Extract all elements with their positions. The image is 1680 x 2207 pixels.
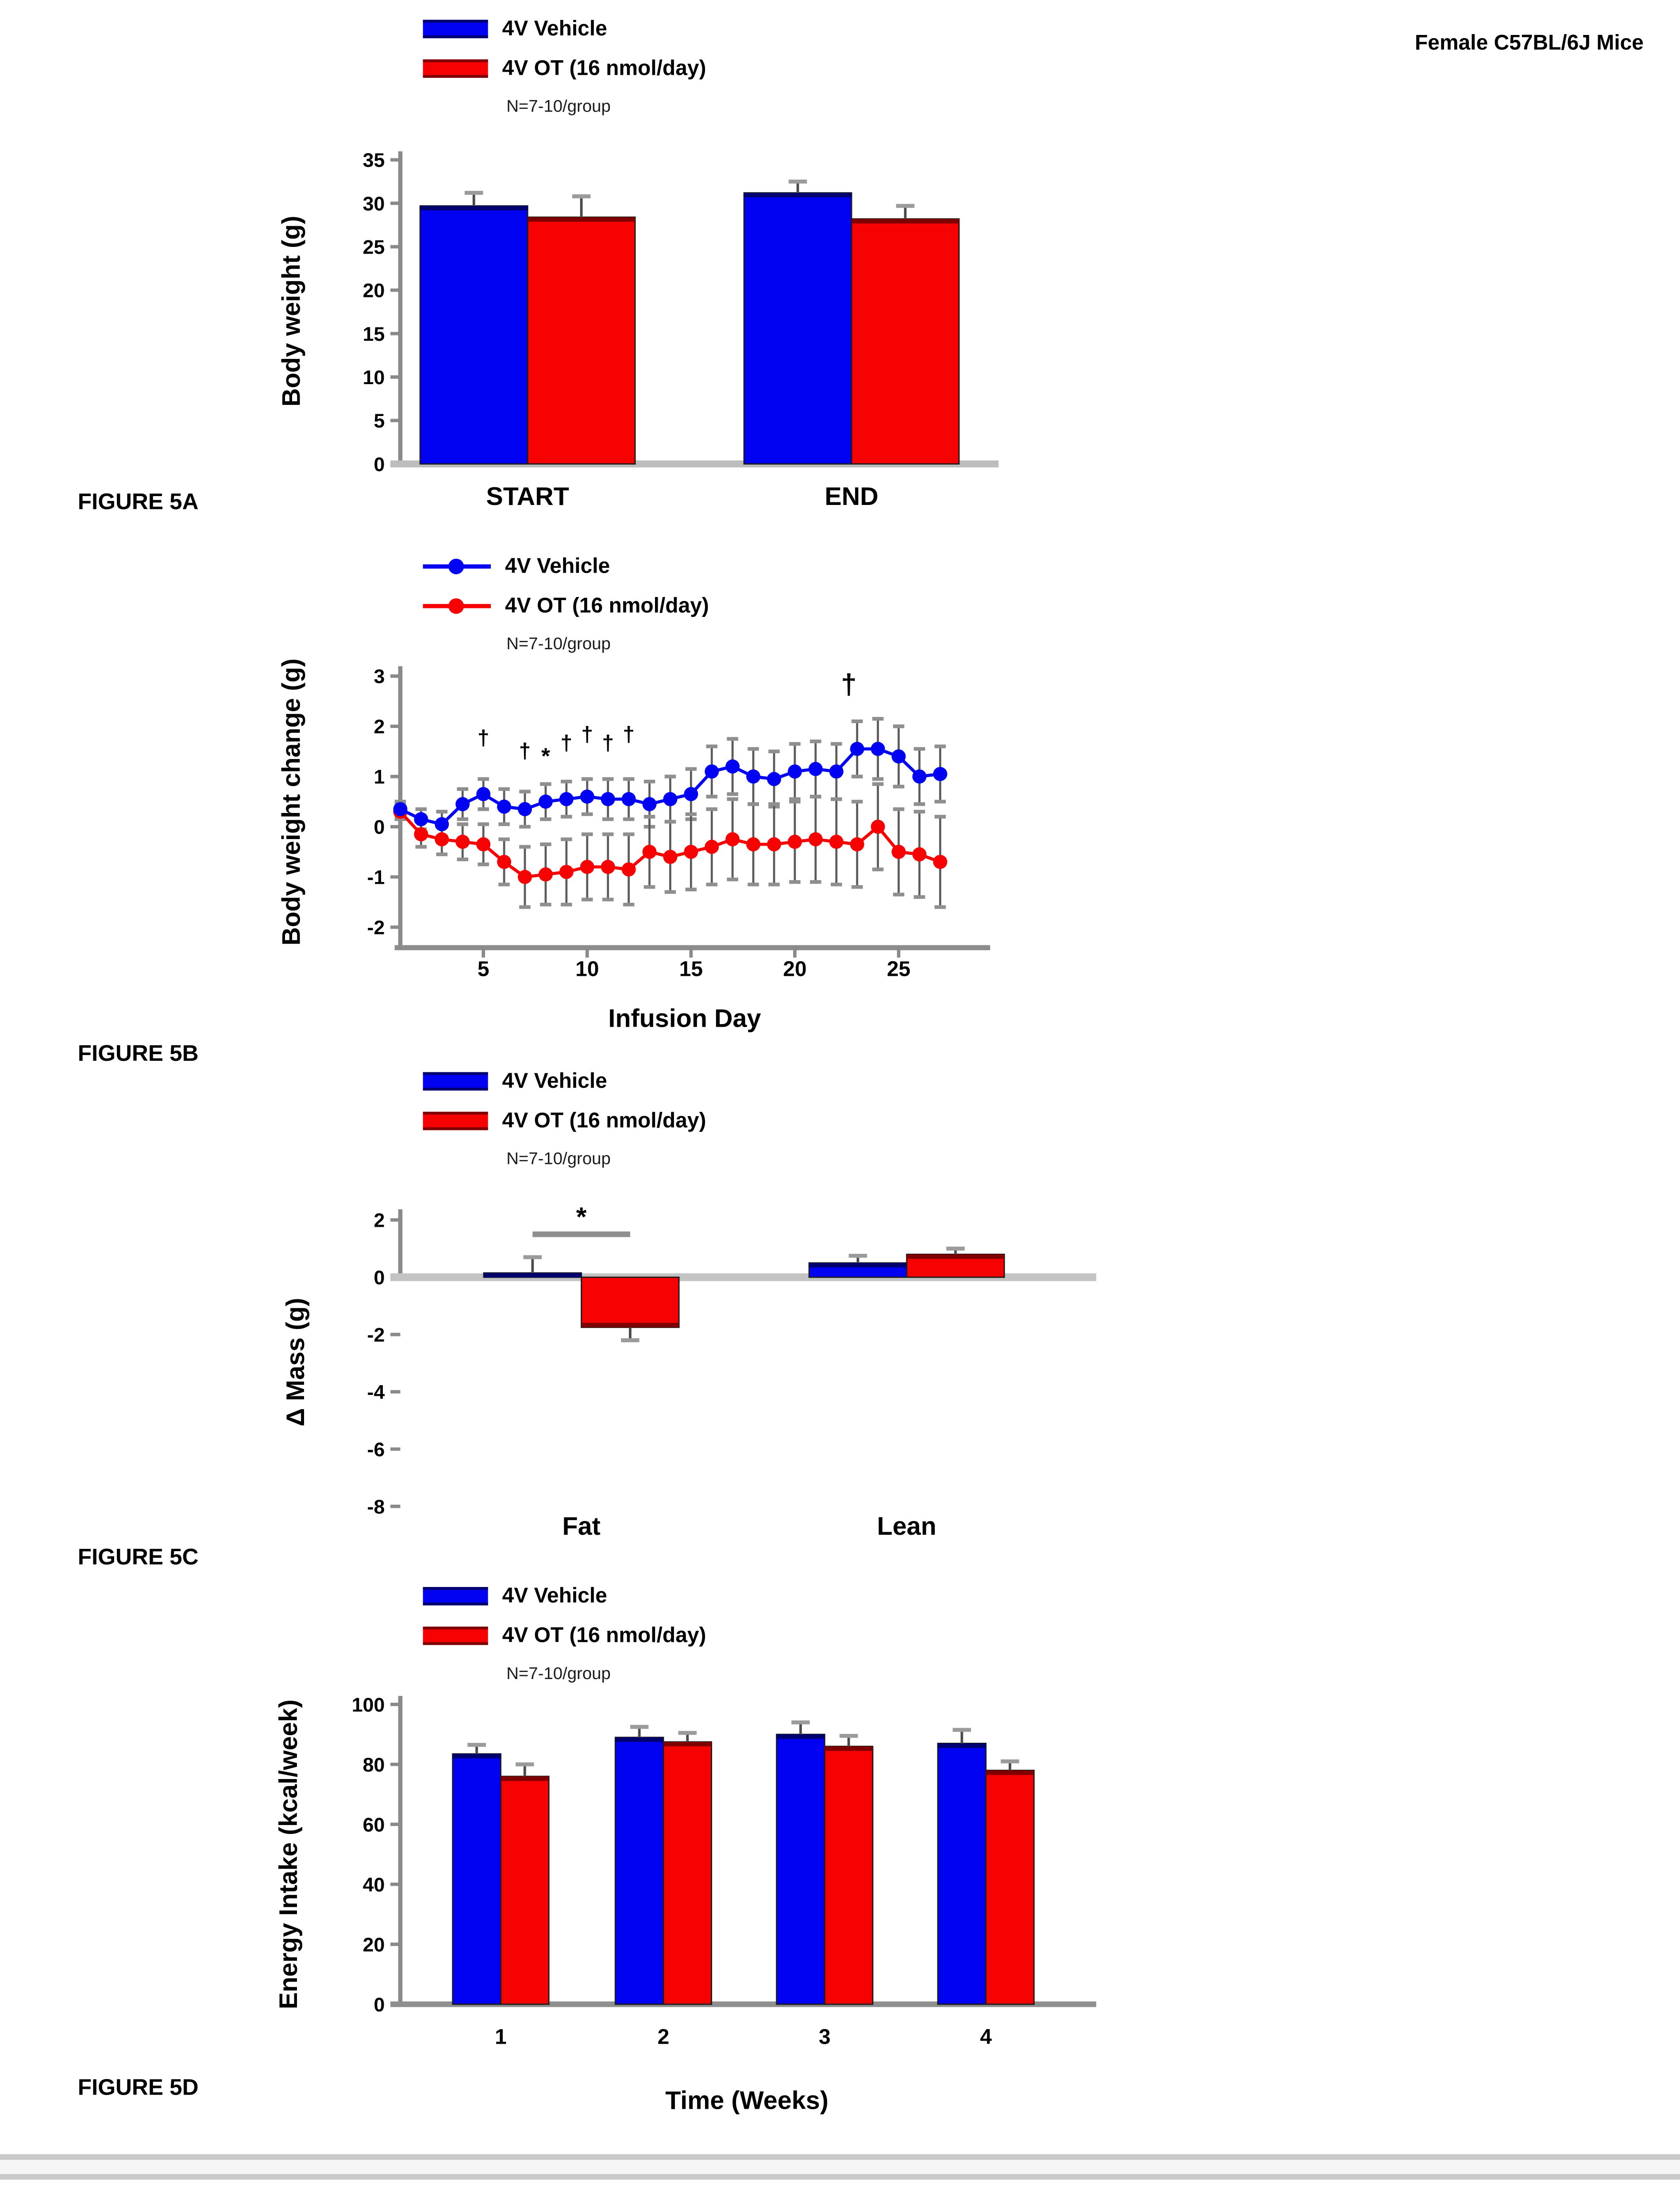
bar-edge-band — [938, 1743, 986, 1748]
y-tick-label: 15 — [362, 323, 385, 345]
data-point-marker — [601, 792, 615, 806]
y-tick-label: -4 — [367, 1381, 385, 1403]
bar-edge-band — [777, 1734, 825, 1739]
x-category-label: Fat — [562, 1512, 601, 1541]
legend-swatch-icon — [423, 19, 488, 38]
y-tick-label: -2 — [367, 917, 385, 939]
data-point-marker — [663, 792, 677, 806]
bar-edge-band — [825, 1746, 873, 1751]
y-tick-label: 35 — [362, 149, 385, 172]
data-point-marker — [933, 767, 947, 781]
data-point-marker — [435, 817, 449, 831]
data-point-marker — [809, 762, 823, 776]
legend-label: 4V Vehicle — [502, 1068, 607, 1093]
y-tick-label: 10 — [362, 366, 385, 389]
data-point-marker — [518, 870, 532, 884]
figure-5d-label: FIGURE 5D — [77, 2076, 199, 2101]
data-point-marker — [725, 832, 740, 847]
bar-5A-END-vehicle — [744, 193, 852, 464]
data-point-marker — [809, 832, 823, 847]
bar-5D-4-vehicle — [938, 1743, 986, 2004]
footer-rule-top — [0, 2154, 1680, 2160]
figure-5b-label: FIGURE 5B — [77, 1042, 199, 1067]
legend-n-note: N=7-10/group — [506, 96, 611, 116]
data-point-marker — [663, 850, 677, 864]
data-point-marker — [580, 790, 594, 804]
significance-annotation: † — [841, 668, 857, 700]
legend-label: 4V OT (16 nmol/day) — [502, 1108, 706, 1132]
data-point-marker — [892, 749, 906, 763]
y-tick-label: 80 — [362, 1753, 385, 1776]
y-axis-title: Δ Mass (g) — [281, 1298, 310, 1427]
data-point-marker — [393, 802, 408, 816]
legend-row-vehicle — [423, 1584, 706, 1607]
legend-line-marker-icon — [423, 594, 491, 616]
bar-5D-4-ot — [986, 1770, 1034, 2004]
y-tick-label: 100 — [351, 1694, 385, 1716]
y-axis-title: Body weight change (g) — [277, 658, 306, 946]
y-tick-label: 0 — [374, 453, 385, 476]
data-point-marker — [871, 820, 885, 834]
y-tick-label: 2 — [374, 716, 385, 738]
bar-edge-band — [501, 1776, 549, 1781]
body-weight-bar-chart — [0, 135, 1680, 559]
significance-annotation: * — [541, 743, 550, 769]
y-tick-label: 5 — [374, 410, 385, 432]
y-tick-label: -1 — [367, 866, 385, 889]
x-axis-title: Infusion Day — [608, 1004, 761, 1033]
y-tick-label: 30 — [362, 193, 385, 215]
legend-label: 4V OT (16 nmol/day) — [502, 56, 706, 80]
bar-edge-band — [453, 1754, 501, 1758]
y-tick-label: 20 — [362, 1934, 385, 1956]
energy-intake-bar-chart — [0, 1690, 1680, 2129]
legend-n-note: N=7-10/group — [506, 633, 611, 654]
figure-5c-label: FIGURE 5C — [77, 1546, 199, 1570]
legend-row-ot — [423, 57, 706, 79]
x-tick-label: 20 — [783, 957, 807, 981]
bar-edge-band — [986, 1770, 1034, 1775]
data-point-marker — [414, 827, 428, 841]
bar-edge-band — [907, 1254, 1005, 1259]
data-point-marker — [559, 865, 574, 879]
x-tick-label: 10 — [575, 957, 599, 981]
legend-figure-5a — [423, 17, 706, 116]
significance-annotation: † — [581, 723, 593, 747]
figure-5a-label: FIGURE 5A — [77, 491, 199, 515]
data-point-marker — [705, 840, 719, 854]
y-tick-label: 0 — [374, 1267, 385, 1289]
data-point-marker — [746, 837, 760, 851]
data-point-marker — [497, 800, 511, 814]
significance-annotation: † — [477, 726, 489, 750]
bar-5A-END-ot — [852, 219, 959, 464]
data-point-marker — [455, 835, 470, 849]
data-point-marker — [788, 835, 802, 849]
data-point-marker — [767, 772, 781, 786]
data-point-marker — [622, 863, 636, 877]
bar-edge-band — [852, 219, 959, 223]
data-point-marker — [850, 837, 864, 851]
bar-5D-2-ot — [663, 1742, 712, 2004]
bar-edge-band — [809, 1263, 907, 1267]
significance-asterisk: * — [576, 1201, 587, 1232]
x-tick-label: 5 — [477, 957, 489, 981]
data-point-marker — [684, 845, 698, 859]
legend-label: 4V Vehicle — [502, 1583, 607, 1608]
data-point-marker — [705, 764, 719, 778]
legend-n-note: N=7-10/group — [506, 1148, 611, 1168]
data-point-marker — [601, 860, 615, 874]
y-tick-label: 40 — [362, 1873, 385, 1896]
x-category-label: END — [825, 482, 879, 511]
x-category-label: Lean — [877, 1512, 936, 1541]
bar-edge-band — [528, 217, 635, 222]
body-weight-change-line-chart — [0, 643, 1680, 1068]
data-point-marker — [829, 835, 844, 849]
data-point-marker — [746, 770, 760, 784]
legend-row-vehicle — [423, 1069, 706, 1092]
y-axis-title: Body weight (g) — [277, 216, 306, 407]
data-point-marker — [912, 847, 926, 862]
data-point-marker — [892, 845, 906, 859]
x-category-label: 1 — [495, 2025, 507, 2049]
y-tick-label: -2 — [367, 1324, 385, 1346]
footer-rule-bottom — [0, 2174, 1680, 2180]
bar-5D-3-ot — [825, 1746, 873, 2004]
y-tick-label: 20 — [362, 279, 385, 302]
x-category-label: START — [486, 482, 569, 511]
data-point-marker — [767, 837, 781, 851]
data-point-marker — [497, 855, 511, 869]
legend-swatch-icon — [423, 59, 488, 77]
bar-edge-band — [484, 1273, 582, 1277]
significance-annotation: † — [560, 731, 573, 755]
data-point-marker — [539, 867, 553, 882]
y-tick-label: 0 — [374, 816, 385, 839]
bar-5D-1-ot — [501, 1776, 549, 2004]
y-axis-title: Energy Intake (kcal/week) — [274, 1699, 303, 2010]
y-tick-label: -6 — [367, 1438, 385, 1461]
legend-figure-5b — [423, 555, 709, 654]
bar-5D-3-vehicle — [777, 1734, 825, 2004]
footer-band — [0, 2160, 1680, 2174]
y-tick-label: 60 — [362, 1814, 385, 1836]
data-point-marker — [912, 770, 926, 784]
legend-swatch-icon — [423, 1586, 488, 1605]
y-tick-label: -8 — [367, 1495, 385, 1518]
data-point-marker — [684, 787, 698, 801]
x-category-label: 3 — [818, 2025, 831, 2049]
legend-n-note: N=7-10/group — [506, 1663, 611, 1683]
legend-label: 4V Vehicle — [505, 554, 610, 578]
bar-5C-Fat-ot — [582, 1277, 679, 1327]
significance-annotation: † — [519, 739, 531, 763]
data-point-marker — [788, 764, 802, 778]
legend-figure-5d — [423, 1584, 706, 1683]
data-point-marker — [476, 787, 490, 801]
legend-label: 4V OT (16 nmol/day) — [502, 1623, 706, 1647]
bar-5D-2-vehicle — [615, 1737, 663, 2004]
data-point-marker — [414, 812, 428, 826]
legend-row-ot — [423, 1624, 706, 1646]
y-tick-label: 1 — [374, 766, 385, 788]
bar-5A-START-vehicle — [420, 206, 528, 464]
delta-mass-bar-chart — [0, 1188, 1680, 1556]
data-point-marker — [580, 860, 594, 874]
bar-edge-band — [663, 1742, 712, 1746]
legend-row-vehicle — [423, 17, 706, 39]
legend-swatch-icon — [423, 1071, 488, 1090]
x-category-label: 4 — [980, 2025, 992, 2049]
bar-edge-band — [615, 1737, 663, 1742]
y-tick-label: 0 — [374, 1993, 385, 2016]
data-point-marker — [539, 794, 553, 809]
data-point-marker — [933, 855, 947, 869]
bar-edge-band — [744, 193, 852, 197]
data-point-marker — [725, 759, 740, 774]
x-tick-label: 25 — [886, 957, 911, 981]
data-point-marker — [455, 797, 470, 811]
y-tick-label: 2 — [374, 1209, 385, 1232]
data-point-marker — [518, 802, 532, 816]
bar-edge-band — [420, 206, 528, 210]
data-point-marker — [850, 742, 864, 756]
data-point-marker — [871, 742, 885, 756]
legend-row-ot — [423, 1109, 706, 1132]
legend-row-ot — [423, 594, 709, 616]
legend-swatch-icon — [423, 1111, 488, 1130]
data-point-marker — [476, 837, 490, 851]
y-tick-label: 25 — [362, 236, 385, 258]
legend-swatch-icon — [423, 1626, 488, 1645]
significance-annotation: † — [623, 723, 635, 747]
y-tick-label: 3 — [374, 665, 385, 688]
data-point-marker — [643, 845, 657, 859]
data-point-marker — [622, 792, 636, 806]
page-title: Female C57BL/6J Mice — [1414, 31, 1644, 55]
legend-label: 4V Vehicle — [502, 16, 607, 41]
x-tick-label: 15 — [679, 957, 703, 981]
legend-figure-5c — [423, 1069, 706, 1168]
legend-label: 4V OT (16 nmol/day) — [505, 593, 709, 618]
data-point-marker — [559, 792, 574, 806]
x-axis-title: Time (Weeks) — [665, 2086, 828, 2115]
bar-5A-START-ot — [528, 217, 635, 464]
bar-5D-1-vehicle — [453, 1754, 501, 2004]
data-point-marker — [435, 832, 449, 847]
x-category-label: 2 — [657, 2025, 670, 2049]
data-point-marker — [829, 764, 844, 778]
data-point-marker — [643, 797, 657, 811]
significance-annotation: † — [602, 731, 614, 755]
bar-edge-band — [582, 1323, 679, 1327]
